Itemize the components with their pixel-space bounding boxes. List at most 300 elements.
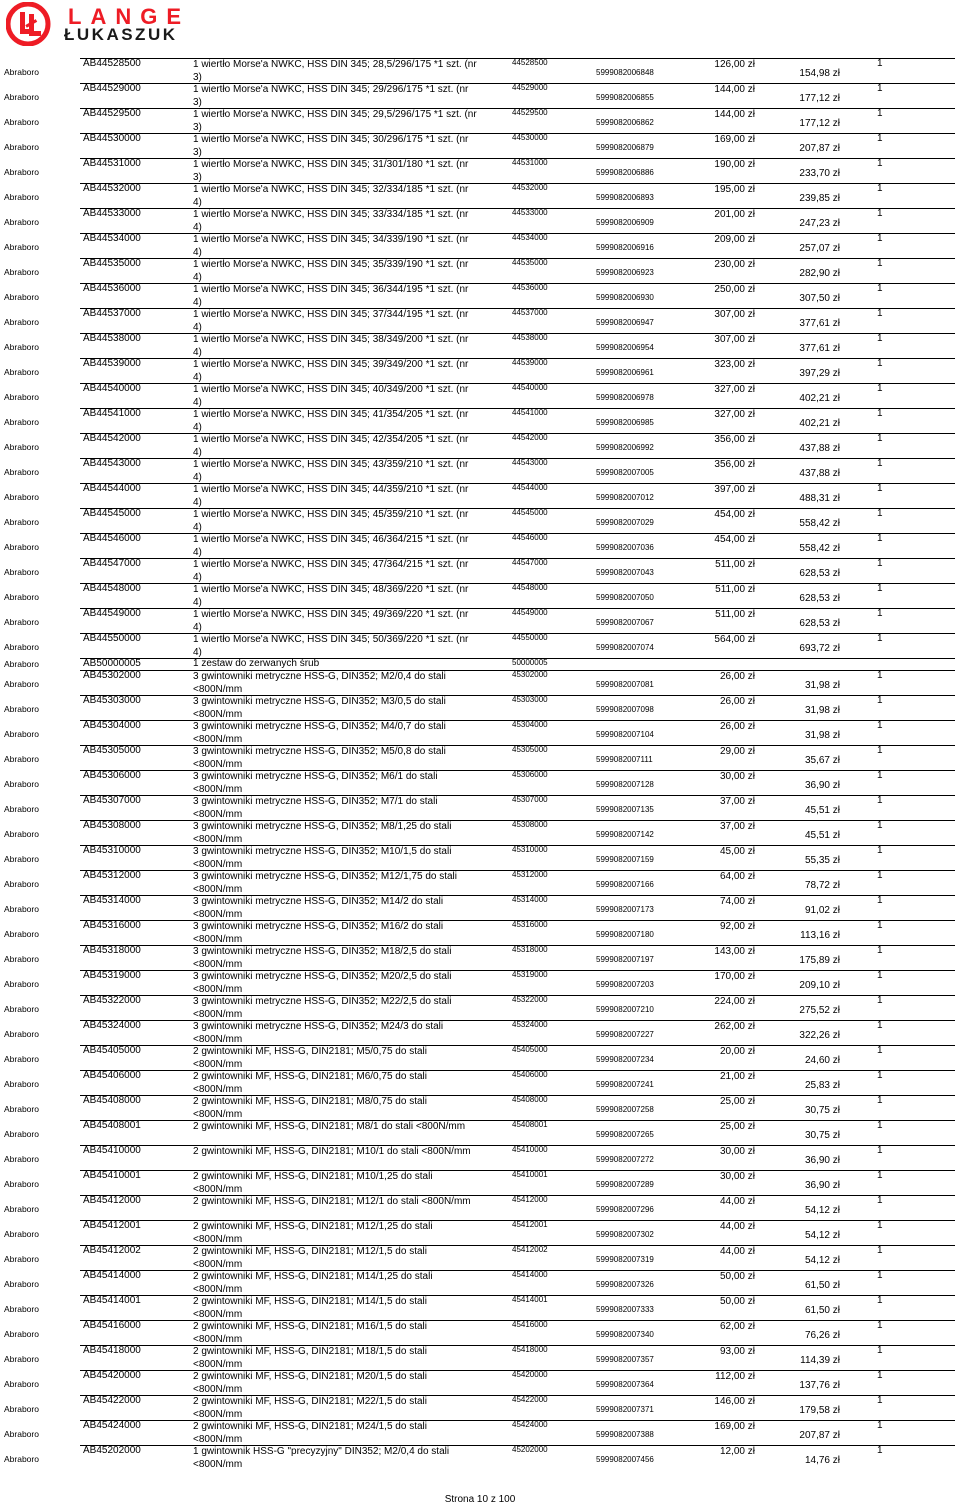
gross-price: 113,16 zł — [800, 930, 840, 941]
ean-code: 5999082007043 — [596, 568, 654, 577]
product-description: 3 gwintowniki metryczne HSS-G, DIN352; M7/1 do stali <800N/mm — [193, 796, 438, 820]
net-price: 169,00 zł — [714, 1421, 755, 1432]
net-price: 209,00 zł — [714, 234, 755, 245]
ean-code: 5999082006879 — [596, 143, 654, 152]
net-price: 454,00 zł — [714, 534, 755, 545]
ean-code: 5999082007302 — [596, 1230, 654, 1239]
product-brand: Abraboro — [4, 1254, 39, 1264]
catalog-number: 45314000 — [512, 895, 548, 904]
gross-price: 233,70 zł — [799, 168, 840, 179]
catalog-number: 45416000 — [512, 1320, 548, 1329]
ean-code: 5999082007029 — [596, 518, 654, 527]
product-description: 2 gwintowniki MF, HSS-G, DIN2181; M20/1,5 do stali <800N/mm — [193, 1371, 427, 1395]
ean-code: 5999082007128 — [596, 780, 654, 789]
catalog-number: 44531000 — [512, 158, 548, 167]
table-row — [0, 1220, 960, 1245]
table-row — [0, 233, 960, 258]
gross-price: 54,12 zł — [804, 1255, 840, 1266]
product-brand: Abraboro — [4, 904, 39, 914]
net-price: 62,00 zł — [719, 1321, 755, 1332]
catalog-number: 45414000 — [512, 1270, 548, 1279]
product-code: AB44534000 — [83, 233, 141, 244]
gross-price: 397,29 zł — [799, 368, 840, 379]
ean-code: 5999082007333 — [596, 1305, 654, 1314]
product-code: AB45416000 — [83, 1320, 141, 1331]
catalog-number: 44541000 — [512, 408, 548, 417]
product-description: 2 gwintowniki MF, HSS-G, DIN2181; M12/1,25 do stali <800N/mm — [193, 1221, 433, 1245]
product-brand: Abraboro — [4, 567, 39, 577]
product-code: AB44540000 — [83, 383, 141, 394]
ean-code: 5999082007180 — [596, 930, 654, 939]
product-code: AB45312000 — [83, 870, 141, 881]
product-description: 3 gwintowniki metryczne HSS-G, DIN352; M24/3 do stali <800N/mm — [193, 1021, 444, 1045]
product-code: AB45304000 — [83, 720, 141, 731]
product-description: 3 gwintowniki metryczne HSS-G, DIN352; M6/1 do stali <800N/mm — [193, 771, 438, 795]
quantity: 1 — [877, 283, 883, 294]
gross-price: 36,90 zł — [804, 780, 840, 791]
product-brand: Abraboro — [4, 242, 39, 252]
ean-code: 5999082007234 — [596, 1055, 654, 1064]
product-code: AB45310000 — [83, 845, 141, 856]
net-price: 30,00 zł — [719, 1146, 755, 1157]
table-row — [0, 845, 960, 870]
product-code: AB44530000 — [83, 133, 141, 144]
catalog-number: 44540000 — [512, 383, 548, 392]
net-price: 454,00 zł — [714, 509, 755, 520]
net-price: 146,00 zł — [714, 1396, 755, 1407]
table-row — [0, 920, 960, 945]
product-description: 3 gwintowniki metryczne HSS-G, DIN352; M22/2,5 do stali <800N/mm — [193, 996, 452, 1020]
product-brand: Abraboro — [4, 879, 39, 889]
catalog-number: 45312000 — [512, 870, 548, 879]
catalog-number: 44539000 — [512, 358, 548, 367]
gross-price: 45,51 zł — [804, 805, 840, 816]
product-description: 1 wiertło Morse'a NWKC, HSS DIN 345; 45/359/210 *1 szt. (nr 4) — [193, 509, 469, 533]
gross-price: 558,42 zł — [799, 543, 840, 554]
quantity: 1 — [877, 820, 883, 831]
product-brand: Abraboro — [4, 1404, 39, 1414]
table-row — [0, 1145, 960, 1170]
product-brand: Abraboro — [4, 1004, 39, 1014]
net-price: 74,00 zł — [719, 896, 755, 907]
catalog-number: 45424000 — [512, 1420, 548, 1429]
gross-price: 91,02 zł — [804, 905, 840, 916]
product-description: 3 gwintowniki metryczne HSS-G, DIN352; M10/1,5 do stali <800N/mm — [193, 846, 452, 870]
product-brand: Abraboro — [4, 1454, 39, 1464]
net-price: 144,00 zł — [714, 109, 755, 120]
quantity: 1 — [877, 258, 883, 269]
quantity: 1 — [877, 583, 883, 594]
ean-code: 5999082007340 — [596, 1330, 654, 1339]
product-description: 3 gwintowniki metryczne HSS-G, DIN352; M12/1,75 do stali <800N/mm — [193, 871, 457, 895]
net-price: 195,00 zł — [714, 184, 755, 195]
gross-price: 61,50 zł — [804, 1305, 840, 1316]
product-description: 1 zestaw do zerwanych śrub — [193, 658, 320, 669]
product-description: 1 wiertło Morse'a NWKC, HSS DIN 345; 30/296/175 *1 szt. (nr 3) — [193, 134, 469, 158]
product-code: AB50000005 — [83, 658, 141, 669]
table-row — [0, 1120, 960, 1145]
gross-price: 78,72 zł — [804, 880, 840, 891]
ean-code: 5999082006930 — [596, 293, 654, 302]
product-brand: Abraboro — [4, 542, 39, 552]
product-brand: Abraboro — [4, 1429, 39, 1439]
quantity: 1 — [877, 970, 883, 981]
table-row — [0, 658, 960, 670]
table-row — [0, 870, 960, 895]
catalog-number: 45410000 — [512, 1145, 548, 1154]
product-code: AB45303000 — [83, 695, 141, 706]
product-description: 2 gwintowniki MF, HSS-G, DIN2181; M14/1,5 do stali <800N/mm — [193, 1296, 427, 1320]
ean-code: 5999082007036 — [596, 543, 654, 552]
table-row — [0, 770, 960, 795]
gross-price: 322,26 zł — [799, 1030, 840, 1041]
gross-price: 31,98 zł — [804, 680, 840, 691]
product-code: AB44543000 — [83, 458, 141, 469]
quantity: 1 — [877, 433, 883, 444]
product-brand: Abraboro — [4, 929, 39, 939]
catalog-number: 45302000 — [512, 670, 548, 679]
product-description: 2 gwintowniki MF, HSS-G, DIN2181; M14/1,25 do stali <800N/mm — [193, 1271, 433, 1295]
quantity: 1 — [877, 870, 883, 881]
quantity: 1 — [877, 1045, 883, 1056]
quantity: 1 — [877, 695, 883, 706]
ean-code: 5999082007241 — [596, 1080, 654, 1089]
product-description: 2 gwintowniki MF, HSS-G, DIN2181; M10/1 do stali <800N/mm — [193, 1146, 471, 1157]
product-brand: Abraboro — [4, 92, 39, 102]
product-code: AB44541000 — [83, 408, 141, 419]
ean-code: 5999082007326 — [596, 1280, 654, 1289]
ean-code: 5999082006862 — [596, 118, 654, 127]
table-row — [0, 1295, 960, 1320]
product-code: AB44529000 — [83, 83, 141, 94]
net-price: 262,00 zł — [714, 1021, 755, 1032]
gross-price: 247,23 zł — [799, 218, 840, 229]
gross-price: 24,60 zł — [804, 1055, 840, 1066]
table-row — [0, 1270, 960, 1295]
table-row — [0, 333, 960, 358]
product-description: 1 wiertło Morse'a NWKC, HSS DIN 345; 49/369/220 *1 szt. (nr 4) — [193, 609, 469, 633]
net-price: 64,00 zł — [719, 871, 755, 882]
product-brand: Abraboro — [4, 67, 39, 77]
net-price: 564,00 zł — [714, 634, 755, 645]
gross-price: 207,87 zł — [799, 143, 840, 154]
catalog-number: 45418000 — [512, 1345, 548, 1354]
ean-code: 5999082007067 — [596, 618, 654, 627]
gross-price: 55,35 zł — [804, 855, 840, 866]
ean-code: 5999082006886 — [596, 168, 654, 177]
ean-code: 5999082007357 — [596, 1355, 654, 1364]
table-row — [0, 820, 960, 845]
quantity: 1 — [877, 533, 883, 544]
table-row — [0, 895, 960, 920]
ean-code: 5999082006947 — [596, 318, 654, 327]
product-brand: Abraboro — [4, 954, 39, 964]
product-code: AB45408001 — [83, 1120, 141, 1131]
product-description: 1 wiertło Morse'a NWKC, HSS DIN 345; 33/334/185 *1 szt. (nr 4) — [193, 209, 469, 233]
product-description: 3 gwintowniki metryczne HSS-G, DIN352; M2/0,4 do stali <800N/mm — [193, 671, 446, 695]
brand-line-1: LANGE — [68, 4, 190, 29]
net-price: 37,00 zł — [719, 821, 755, 832]
product-brand: Abraboro — [4, 659, 39, 669]
product-brand: Abraboro — [4, 342, 39, 352]
company-logo — [4, 0, 224, 50]
catalog-number: 45305000 — [512, 745, 548, 754]
quantity: 1 — [877, 1020, 883, 1031]
catalog-number: 44537000 — [512, 308, 548, 317]
ean-code: 5999082007456 — [596, 1455, 654, 1464]
catalog-number: 45319000 — [512, 970, 548, 979]
product-description: 1 wiertło Morse'a NWKC, HSS DIN 345; 41/354/205 *1 szt. (nr 4) — [193, 409, 469, 433]
table-row — [0, 283, 960, 308]
ean-code: 5999082007173 — [596, 905, 654, 914]
product-description: 1 wiertło Morse'a NWKC, HSS DIN 345; 32/334/185 *1 szt. (nr 4) — [193, 184, 469, 208]
product-brand: Abraboro — [4, 1229, 39, 1239]
catalog-number: 45412000 — [512, 1195, 548, 1204]
product-brand: Abraboro — [4, 492, 39, 502]
quantity: 1 — [877, 108, 883, 119]
product-brand: Abraboro — [4, 117, 39, 127]
table-row — [0, 433, 960, 458]
product-code: AB44528500 — [83, 58, 141, 69]
ean-code: 5999082006992 — [596, 443, 654, 452]
ean-code: 5999082007166 — [596, 880, 654, 889]
net-price: 511,00 zł — [715, 609, 755, 620]
ean-code: 5999082006954 — [596, 343, 654, 352]
product-code: AB45422000 — [83, 1395, 141, 1406]
product-brand: Abraboro — [4, 267, 39, 277]
product-description: 1 wiertło Morse'a NWKC, HSS DIN 345; 46/364/215 *1 szt. (nr 4) — [193, 534, 469, 558]
product-description: 1 wiertło Morse'a NWKC, HSS DIN 345; 44/359/210 *1 szt. (nr 4) — [193, 484, 469, 508]
product-code: AB45307000 — [83, 795, 141, 806]
catalog-number: 44549000 — [512, 608, 548, 617]
quantity: 1 — [877, 458, 883, 469]
product-brand: Abraboro — [4, 704, 39, 714]
product-code: AB45424000 — [83, 1420, 141, 1431]
net-price: 190,00 zł — [714, 159, 755, 170]
catalog-number: 44534000 — [512, 233, 548, 242]
catalog-number: 45412001 — [512, 1220, 548, 1229]
product-brand: Abraboro — [4, 167, 39, 177]
net-price: 26,00 zł — [719, 696, 755, 707]
table-row — [0, 383, 960, 408]
net-price: 50,00 zł — [719, 1271, 755, 1282]
product-code: AB44535000 — [83, 258, 141, 269]
product-code: AB44533000 — [83, 208, 141, 219]
quantity: 1 — [877, 1245, 883, 1256]
net-price: 169,00 zł — [714, 134, 755, 145]
table-row — [0, 1070, 960, 1095]
ean-code: 5999082007388 — [596, 1430, 654, 1439]
product-brand: Abraboro — [4, 367, 39, 377]
product-brand: Abraboro — [4, 1154, 39, 1164]
table-row — [0, 970, 960, 995]
ean-code: 5999082007289 — [596, 1180, 654, 1189]
table-row — [0, 133, 960, 158]
gross-price: 54,12 zł — [804, 1205, 840, 1216]
net-price: 26,00 zł — [719, 721, 755, 732]
product-code: AB45322000 — [83, 995, 141, 1006]
product-brand: Abraboro — [4, 1179, 39, 1189]
product-code: AB44544000 — [83, 483, 141, 494]
table-row — [0, 358, 960, 383]
table-row — [0, 608, 960, 633]
product-description: 3 gwintowniki metryczne HSS-G, DIN352; M18/2,5 do stali <800N/mm — [193, 946, 452, 970]
product-code: AB44547000 — [83, 558, 141, 569]
ean-code: 5999082006978 — [596, 393, 654, 402]
gross-price: 307,50 zł — [799, 293, 840, 304]
table-row — [0, 795, 960, 820]
catalog-number: 44547000 — [512, 558, 548, 567]
product-code: AB45316000 — [83, 920, 141, 931]
gross-price: 282,90 zł — [799, 268, 840, 279]
gross-price: 54,12 zł — [804, 1230, 840, 1241]
product-brand: Abraboro — [4, 754, 39, 764]
product-description: 1 wiertło Morse'a NWKC, HSS DIN 345; 43/359/210 *1 szt. (nr 4) — [193, 459, 469, 483]
table-row — [0, 483, 960, 508]
table-row — [0, 533, 960, 558]
table-row — [0, 1195, 960, 1220]
table-row — [0, 1320, 960, 1345]
quantity: 1 — [877, 1120, 883, 1131]
quantity: 1 — [877, 608, 883, 619]
quantity: 1 — [877, 1370, 883, 1381]
table-row — [0, 108, 960, 133]
product-description: 3 gwintowniki metryczne HSS-G, DIN352; M5/0,8 do stali <800N/mm — [193, 746, 446, 770]
catalog-number: 45318000 — [512, 945, 548, 954]
ean-code: 5999082007272 — [596, 1155, 654, 1164]
product-code: AB44538000 — [83, 333, 141, 344]
product-brand: Abraboro — [4, 292, 39, 302]
product-brand: Abraboro — [4, 592, 39, 602]
net-price: 307,00 zł — [714, 334, 755, 345]
net-price: 30,00 zł — [719, 771, 755, 782]
product-description: 3 gwintowniki metryczne HSS-G, DIN352; M8/1,25 do stali <800N/mm — [193, 821, 452, 845]
product-code: AB45412002 — [83, 1245, 141, 1256]
product-code: AB45405000 — [83, 1045, 141, 1056]
gross-price: 45,51 zł — [804, 830, 840, 841]
catalog-number: 45422000 — [512, 1395, 548, 1404]
table-row — [0, 1445, 960, 1470]
net-price: 12,00 zł — [719, 1446, 755, 1457]
ean-code: 5999082007012 — [596, 493, 654, 502]
net-price: 126,00 zł — [714, 59, 755, 70]
product-brand: Abraboro — [4, 1304, 39, 1314]
catalog-number: 44546000 — [512, 533, 548, 542]
gross-price: 628,53 zł — [799, 593, 840, 604]
table-row — [0, 508, 960, 533]
product-brand: Abraboro — [4, 1329, 39, 1339]
quantity: 1 — [877, 1070, 883, 1081]
ean-code: 5999082007098 — [596, 705, 654, 714]
net-price: 143,00 zł — [714, 946, 755, 957]
gross-price: 31,98 zł — [804, 730, 840, 741]
ean-code: 5999082006855 — [596, 93, 654, 102]
catalog-number: 44550000 — [512, 633, 548, 642]
table-row — [0, 945, 960, 970]
net-price: 44,00 zł — [719, 1196, 755, 1207]
net-price: 323,00 zł — [714, 359, 755, 370]
ean-code: 5999082007142 — [596, 830, 654, 839]
catalog-number: 44532000 — [512, 183, 548, 192]
product-code: AB44542000 — [83, 433, 141, 444]
net-price: 20,00 zł — [719, 1046, 755, 1057]
product-brand: Abraboro — [4, 317, 39, 327]
quantity: 1 — [877, 633, 883, 644]
ean-code: 5999082007364 — [596, 1380, 654, 1389]
net-price: 44,00 zł — [719, 1246, 755, 1257]
product-code: AB45414000 — [83, 1270, 141, 1281]
product-brand: Abraboro — [4, 442, 39, 452]
net-price: 327,00 zł — [714, 384, 755, 395]
product-description: 1 wiertło Morse'a NWKC, HSS DIN 345; 28,5/296/175 *1 szt. (nr 3) — [193, 59, 477, 83]
gross-price: 693,72 zł — [799, 643, 840, 654]
catalog-number: 44542000 — [512, 433, 548, 442]
gross-price: 30,75 zł — [804, 1130, 840, 1141]
product-brand: Abraboro — [4, 217, 39, 227]
product-code: AB45412001 — [83, 1220, 141, 1231]
product-brand: Abraboro — [4, 517, 39, 527]
ean-code: 5999082006893 — [596, 193, 654, 202]
table-row — [0, 720, 960, 745]
product-description: 1 wiertło Morse'a NWKC, HSS DIN 345; 47/364/215 *1 szt. (nr 4) — [193, 559, 469, 583]
table-row — [0, 1170, 960, 1195]
ean-code: 5999082007210 — [596, 1005, 654, 1014]
gross-price: 114,39 zł — [800, 1355, 840, 1366]
product-code: AB44532000 — [83, 183, 141, 194]
ean-code: 5999082007050 — [596, 593, 654, 602]
net-price: 45,00 zł — [719, 846, 755, 857]
gross-price: 14,76 zł — [804, 1455, 840, 1466]
catalog-number: 45310000 — [512, 845, 548, 854]
catalog-number: 45324000 — [512, 1020, 548, 1029]
catalog-number: 45410001 — [512, 1170, 548, 1179]
net-price: 93,00 zł — [719, 1346, 755, 1357]
gross-price: 402,21 zł — [799, 393, 840, 404]
product-code: AB45202000 — [83, 1445, 141, 1456]
product-code: AB44529500 — [83, 108, 141, 119]
net-price: 511,00 zł — [715, 584, 755, 595]
quantity: 1 — [877, 1170, 883, 1181]
table-row — [0, 258, 960, 283]
net-price: 307,00 zł — [714, 309, 755, 320]
gross-price: 377,61 zł — [799, 343, 840, 354]
gross-price: 36,90 zł — [804, 1180, 840, 1191]
quantity: 1 — [877, 58, 883, 69]
gross-price: 61,50 zł — [804, 1280, 840, 1291]
catalog-number: 45420000 — [512, 1370, 548, 1379]
table-row — [0, 183, 960, 208]
product-brand: Abraboro — [4, 192, 39, 202]
quantity: 1 — [877, 158, 883, 169]
ean-code: 5999082007197 — [596, 955, 654, 964]
quantity: 1 — [877, 995, 883, 1006]
product-brand: Abraboro — [4, 142, 39, 152]
ean-code: 5999082007296 — [596, 1205, 654, 1214]
product-description: 1 wiertło Morse'a NWKC, HSS DIN 345; 39/349/200 *1 szt. (nr 4) — [193, 359, 469, 383]
table-row — [0, 308, 960, 333]
gross-price: 177,12 zł — [799, 118, 840, 129]
quantity: 1 — [877, 483, 883, 494]
product-brand: Abraboro — [4, 1079, 39, 1089]
gross-price: 402,21 zł — [799, 418, 840, 429]
catalog-number: 44538000 — [512, 333, 548, 342]
table-row — [0, 1245, 960, 1270]
product-description: 2 gwintowniki MF, HSS-G, DIN2181; M12/1 do stali <800N/mm — [193, 1196, 471, 1207]
product-description: 1 gwintownik HSS-G "precyzyjny" DIN352; M2/0,4 do stali <800N/mm — [193, 1446, 450, 1470]
table-row — [0, 458, 960, 483]
product-brand: Abraboro — [4, 729, 39, 739]
gross-price: 628,53 zł — [799, 618, 840, 629]
